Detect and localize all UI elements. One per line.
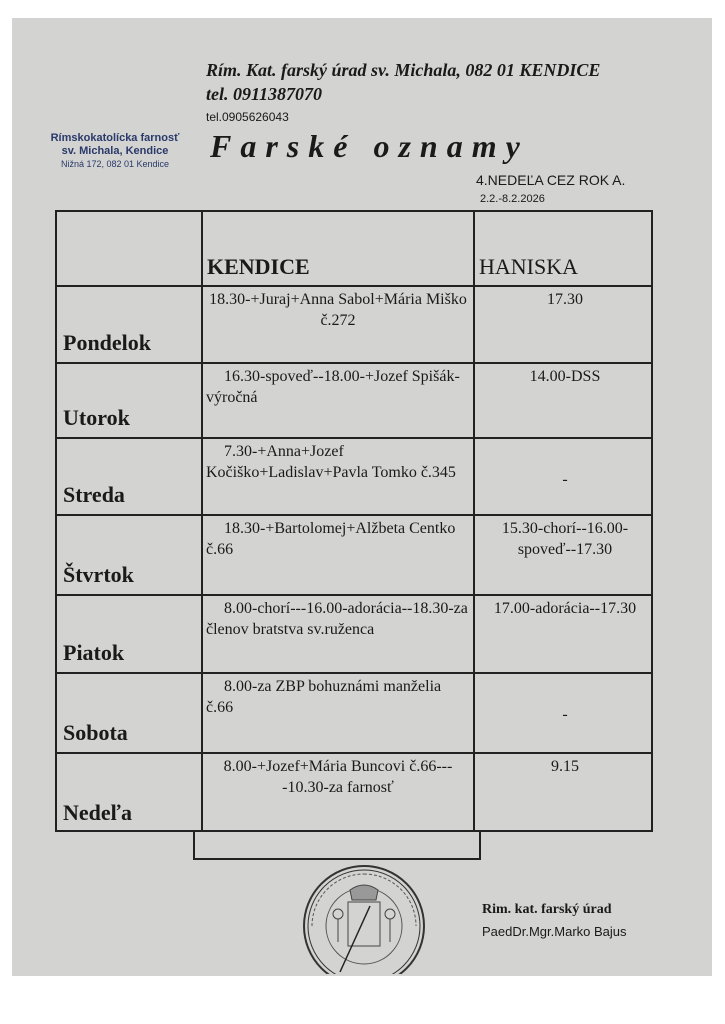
- parish-seal-icon: [300, 862, 428, 974]
- day-label: Pondelok: [63, 330, 152, 355]
- signature-name: PaedDr.Mgr.Marko Bajus: [482, 924, 627, 939]
- haniska-cell: 9.15: [551, 758, 579, 775]
- column-divider: [473, 212, 475, 830]
- haniska-cell: 17.30: [547, 291, 583, 308]
- haniska-cell: -: [562, 471, 568, 488]
- haniska-cell: -: [562, 706, 568, 723]
- kendice-cell: 8.00-za ZBP bohuznámi manželia č.66: [206, 678, 442, 716]
- haniska-cell: 15.30-chorí--16.00-spoveď--17.30: [501, 520, 629, 558]
- org-place: sv. Michala, Kendice: [61, 145, 169, 157]
- phone-secondary: tel.0905626043: [206, 110, 289, 124]
- day-label: Štvrtok: [63, 562, 134, 587]
- address-line: Rím. Kat. farský úrad sv. Michala, 082 01 KENDICE: [206, 60, 601, 80]
- day-label: Sobota: [63, 720, 128, 745]
- parish-stamp-text: [30, 132, 200, 171]
- kendice-cell: 8.00-+Jozef+Mária Buncovi č.66----10.30-za farnosť: [223, 758, 453, 796]
- kendice-cell: 18.30-+Juraj+Anna Sabol+Mária Miško č.272: [209, 291, 467, 329]
- date-range: 2.2.-8.2.2026: [480, 193, 545, 205]
- page-title: Farské oznamy: [210, 128, 529, 164]
- day-label: Streda: [63, 482, 125, 507]
- day-label: Piatok: [63, 640, 125, 665]
- schedule-table: [55, 210, 653, 832]
- phone-primary: tel. 0911387070: [206, 84, 322, 104]
- kendice-cell: 16.30-spoveď--18.00-+Jozef Spišák-výročná: [206, 368, 460, 406]
- haniska-cell: 14.00-DSS: [529, 368, 601, 385]
- org-name: Rímskokatolícka farnosť: [50, 132, 180, 144]
- column-header-kendice: KENDICE: [207, 254, 310, 279]
- signature-office: Rim. kat. farský úrad: [482, 902, 612, 917]
- liturgical-week: 4.NEDEĽA CEZ ROK A.: [476, 172, 626, 188]
- kendice-cell: 18.30-+Bartolomej+Alžbeta Centko č.66: [206, 520, 456, 558]
- table-extension: [193, 830, 481, 860]
- kendice-cell: 7.30-+Anna+Jozef Kočiško+Ladislav+Pavla Tomko č.345: [206, 443, 456, 481]
- kendice-cell: 8.00-chorí---16.00-adorácia--18.30-za členov bratstva sv.ruženca: [206, 600, 468, 638]
- column-header-haniska: HANISKA: [479, 254, 578, 279]
- day-label: Utorok: [63, 405, 130, 430]
- org-address: Nižná 172, 082 01 Kendice: [60, 159, 170, 169]
- day-label: Nedeľa: [63, 800, 132, 825]
- haniska-cell: 17.00-adorácia--17.30: [493, 600, 637, 617]
